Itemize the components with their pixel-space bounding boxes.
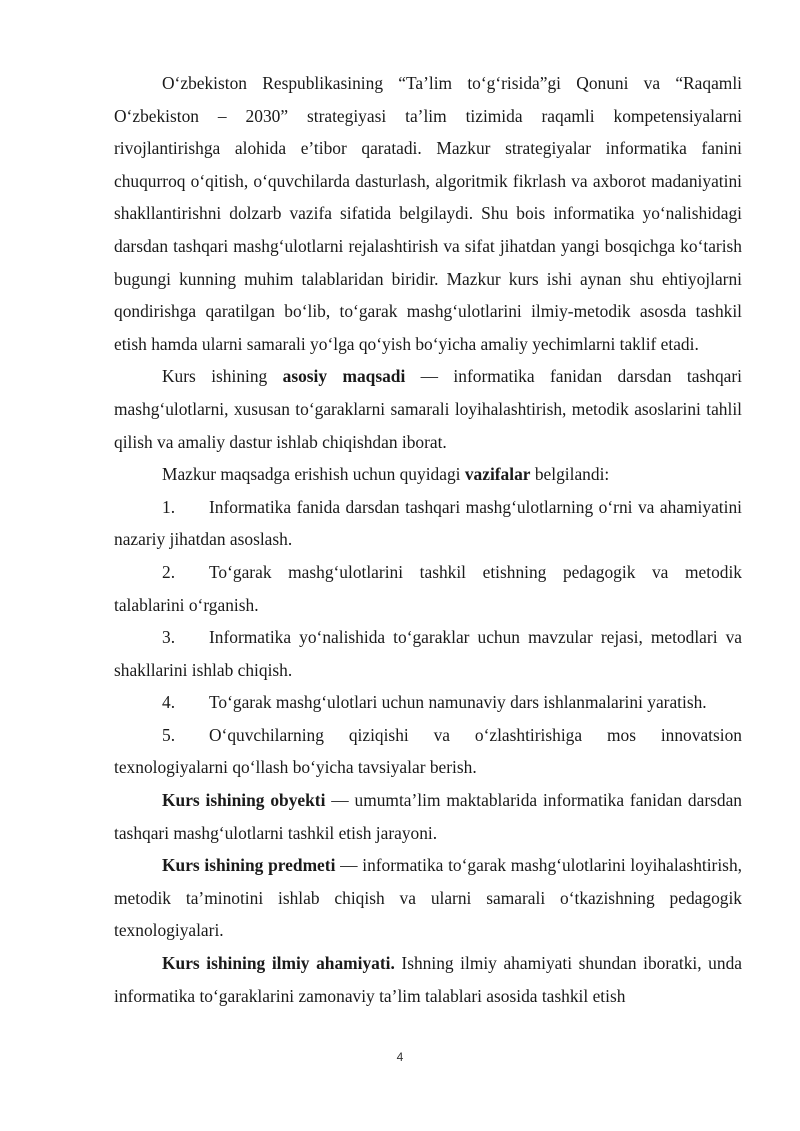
task-text: O‘quvchilarning qiziqishi va o‘zlashtirishiga mos innovatsion texnologiyalarni qo‘llash bo‘yicha tavsiyalar berish. <box>114 724 742 778</box>
task-text: To‘garak mashg‘ulotlarini tashkil etishning pedagogik va metodik talablarini o‘rganish. <box>114 561 742 615</box>
object-post: — umumta’lim maktablarida informatika fanidan darsdan tashqari mashg‘ulotlarni tashkil etish jarayoni. <box>114 790 742 843</box>
task-item <box>114 491 742 556</box>
task-item <box>114 621 742 686</box>
aim-paragraph <box>114 360 742 458</box>
task-number: 4. <box>162 692 176 713</box>
task-number: 5. <box>162 724 176 745</box>
subject-bold: Kurs ishining predmeti <box>162 855 336 876</box>
page-number: 4 <box>396 1050 404 1064</box>
aim-pre: Kurs ishining <box>162 366 283 387</box>
task-item <box>114 686 742 719</box>
aim-bold: asosiy maqsadi <box>282 366 406 387</box>
tasks-intro-pre: Mazkur maqsadga erishish uchun quyidagi <box>162 464 465 485</box>
task-number: 2. <box>162 561 176 582</box>
object-bold: Kurs ishining obyekti <box>162 790 326 811</box>
task-item <box>114 719 742 784</box>
aim-post: — informatika fanidan darsdan tashqari mashg‘ulotlarni, xususan to‘garaklarni samarali loyihalashtirish, metodik asoslarini tahlil qilish va amaliy dastur ishlab chiqishdan iborat. <box>114 366 742 452</box>
document-page <box>114 67 742 1012</box>
subject-post: — informatika to‘garak mashg‘ulotlarini loyihalashtirish, metodik ta’minotini ishlab chiqish va ularni samarali o‘tkazishning pedagogik texnologiyalari. <box>114 855 742 941</box>
significance-paragraph <box>114 947 742 1012</box>
intro-paragraph: O‘zbekiston Respublikasining “Ta’lim to‘g‘risida”gi Qonuni va “Raqamli O‘zbekiston – 2030” strategiyasi ta’lim tizimida raqamli kompetensiyalarni rivojlantirishga alohida e’tibor qaratadi. Mazkur strategiyalar informatika fanini chuqurroq o‘qitish, o‘quvchilarda dasturlash, algoritmik fikrlash va axborot madaniyatini shakllantirishni dolzarb vazifa sifatida belgilaydi. Shu bois informatika yo‘nalishidagi darsdan tashqari mashg‘ulotlarni rejalashtirish va sifat jihatdan yangi bosqichga ko‘tarish bugungi kunning muhim talablaridan biridir. Mazkur kurs ishi aynan shu ehtiyojlarni qondirishga qaratilgan bo‘lib, to‘garak mashg‘ulotlarini ilmiy-metodik asosda tashkil etish hamda ularni samarali yo‘lga qo‘yish bo‘yicha amaliy yechimlarni taklif etadi. <box>114 73 742 354</box>
task-text: Informatika yo‘nalishida to‘garaklar uchun mavzular rejasi, metodlari va shakllarini ishlab chiqish. <box>114 627 742 680</box>
task-text: To‘garak mashg‘ulotlari uchun namunaviy dars ishlanmalarini yaratish. <box>209 692 707 713</box>
task-item <box>114 556 742 621</box>
object-paragraph <box>114 784 742 849</box>
task-text: Informatika fanida darsdan tashqari mashg‘ulotlarning o‘rni va ahamiyatini nazariy jihatdan asoslash. <box>114 496 742 550</box>
tasks-intro-bold: vazifalar <box>464 464 531 485</box>
significance-bold: Kurs ishining ilmiy ahamiyati. <box>162 953 395 974</box>
task-number: 1. <box>162 496 176 517</box>
tasks-intro-post: belgilandi: <box>530 464 610 485</box>
significance-post: Ishning ilmiy ahamiyati shundan iboratki, unda informatika to‘garaklarini zamonaviy ta’lim talablari asosida tashkil etish <box>114 953 742 1006</box>
subject-paragraph <box>114 849 742 947</box>
tasks-intro-paragraph <box>114 458 742 491</box>
task-number: 3. <box>162 627 176 648</box>
